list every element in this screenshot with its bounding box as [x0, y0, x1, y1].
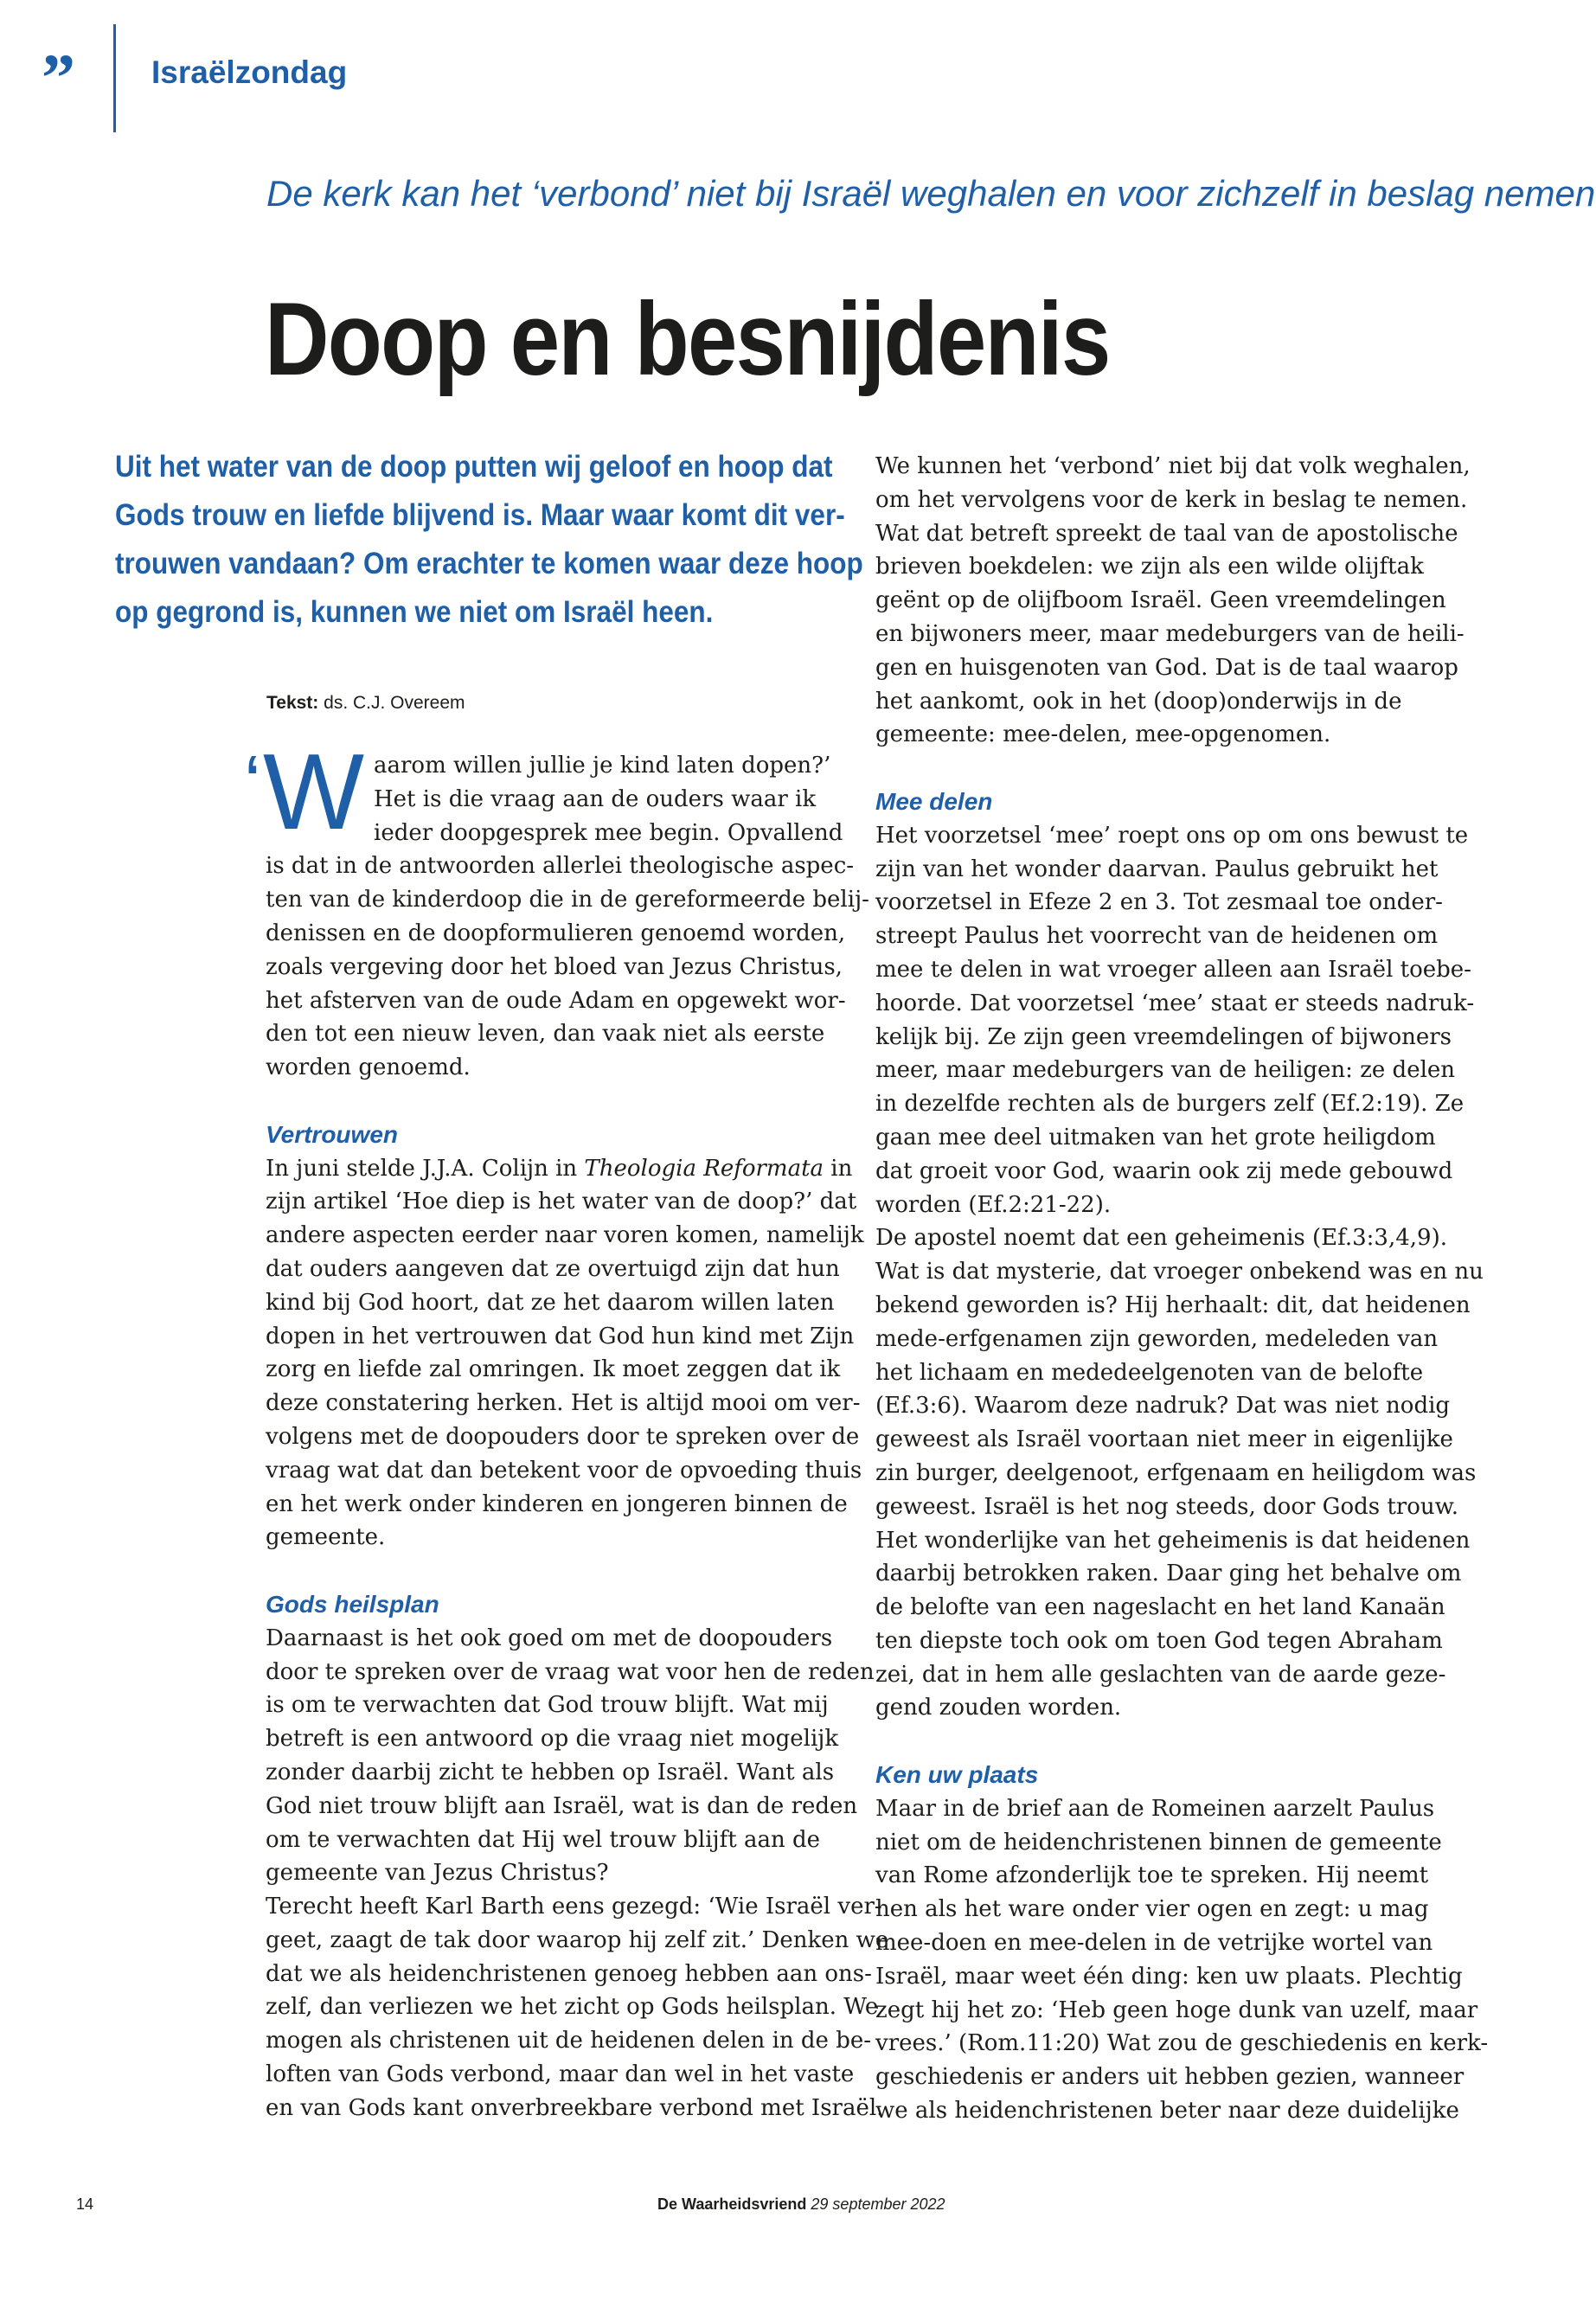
body-line: ten van de kinderdoop die in de gereformeerde belij-	[266, 887, 869, 913]
body-line: meer, maar medeburgers van de heiligen: ze delen	[875, 1057, 1456, 1084]
body-line: gaan mee deel uitmaken van het grote heiligdom	[875, 1124, 1436, 1150]
body-line: geet, zaagt de tak door waarop hij zelf zit.’ Denken we	[266, 1926, 889, 1953]
article-subtitle: De kerk kan het ‘verbond’ niet bij Israël weghalen en voor zichzelf in beslag nemen	[266, 173, 1596, 214]
body-line: niet om de heidenchristenen binnen de gemeente	[875, 1829, 1442, 1856]
left-column	[266, 749, 889, 2125]
body-line: vrees.’ (Rom.11:20) Wat zou de geschiedenis en kerk-	[875, 2030, 1489, 2057]
dropcap-quote: ‘	[244, 740, 261, 827]
body-line: van Rome afzonderlijk toe te spreken. Hij neemt	[875, 1862, 1429, 1889]
body-line: ieder doopgesprek mee begin. Opvallend	[374, 819, 843, 846]
byline-author: ds. C.J. Overeem	[324, 693, 465, 713]
section-heading-gods-heilsplan: Gods heilsplan	[266, 1590, 439, 1618]
body-line: mee te delen in wat vroeger alleen aan Israël toebe-	[875, 956, 1471, 983]
body-line: gemeente.	[266, 1524, 386, 1551]
body-line	[266, 1152, 853, 1186]
body-line: Het voorzetsel ‘mee’ roept ons op om ons bewust te	[875, 822, 1469, 849]
body-line: Het wonderlijke van het geheimenis is dat heidenen	[875, 1527, 1471, 1554]
body-line: het afsterven van de oude Adam en opgewekt wor-	[266, 987, 846, 1014]
body-line: loften van Gods verbond, maar dan wel in het vaste	[266, 2061, 855, 2088]
body-line: zelf, dan verliezen we het zicht op Gods heilsplan. We	[266, 1994, 879, 2021]
body-line: Daarnaast is het ook goed om met de doopouders	[266, 1625, 833, 1651]
body-line: gen en huisgenoten van God. Dat is de taal waarop	[875, 654, 1458, 681]
body-line: gemeente van Jezus Christus?	[266, 1860, 609, 1887]
body-line: andere aspecten eerder naar voren komen, namelijk	[266, 1222, 864, 1249]
body-text: in	[824, 1155, 853, 1182]
body-line: brieven boekdelen: we zijn als een wilde olijftak	[875, 554, 1424, 580]
body-line: God niet trouw blijft aan Israël, wat is dan de reden	[266, 1792, 858, 1819]
lead-line: trouwen vandaan? Om erachter te komen waar deze hoop	[115, 547, 863, 580]
body-line: mee-doen en mee-delen in de vetrijke wortel van	[875, 1930, 1433, 1957]
body-line: Het is die vraag aan de ouders waar ik	[374, 785, 817, 812]
header-divider	[113, 24, 116, 132]
body-text: In juni stelde J.J.A. Colijn in	[266, 1155, 585, 1182]
body-line: denissen en de doopformulieren genoemd worden,	[266, 920, 846, 946]
body-line: kind bij God hoort, dat ze het daarom willen laten	[266, 1289, 835, 1316]
body-line: is om te verwachten dat God trouw blijft. Wat mij	[266, 1692, 829, 1719]
section-label: Israëlzondag	[151, 54, 348, 90]
body-line: door te spreken over de vraag wat voor hen de reden	[266, 1658, 875, 1685]
body-line: geënt op de olijfboom Israël. Geen vreemdelingen	[875, 587, 1446, 614]
byline	[266, 690, 465, 716]
body-line: de belofte van een nageslacht en het land Kanaän	[875, 1594, 1445, 1621]
body-line: voorzetsel in Efeze 2 en 3. Tot zesmaal toe onder-	[875, 889, 1443, 916]
publication-date: 29 september 2022	[811, 2195, 945, 2213]
body-line: dat ouders aangeven dat ze overtuigd zijn dat hun	[266, 1255, 840, 1282]
body-line: en bijwoners meer, maar medeburgers van de heili-	[875, 620, 1465, 647]
page-number: 14	[76, 2195, 94, 2213]
body-line: en het werk onder kinderen en jongeren binnen de	[266, 1490, 848, 1517]
body-line: Wat is dat mysterie, dat vroeger onbekend was en nu	[875, 1259, 1484, 1285]
body-line: gend zouden worden.	[875, 1695, 1122, 1721]
lead-line: Uit het water van de doop putten wij geloof en hoop dat	[115, 450, 833, 484]
body-line: Terecht heeft Karl Barth eens gezegd: ‘Wie Israël ver-	[266, 1894, 882, 1920]
dropcap-letter: W	[263, 733, 365, 852]
body-line: gemeente: mee-delen, mee-opgenomen.	[875, 721, 1331, 748]
body-line: Wat dat betreft spreekt de taal van de apostolische	[875, 520, 1458, 547]
article-lead	[115, 443, 894, 637]
publication-name: De Waarheidsvriend	[657, 2195, 807, 2213]
body-line: De apostel noemt dat een geheimenis (Ef.3:3,4,9).	[875, 1225, 1447, 1252]
body-line: Maar in de brief aan de Romeinen aarzelt Paulus	[875, 1795, 1435, 1822]
body-line: mede-erfgenamen zijn geworden, medeleden van	[875, 1325, 1439, 1352]
body-line: kelijk bij. Ze zijn geen vreemdelingen of bijwoners	[875, 1023, 1452, 1050]
body-line: vraag wat dat dan betekent voor de opvoeding thuis	[266, 1457, 862, 1484]
article-title: Doop en besnijdenis	[265, 281, 1110, 397]
body-line: het aankomt, ook in het (doop)onderwijs in de	[875, 688, 1402, 715]
section-heading-ken-uw-plaats: Ken uw plaats	[875, 1761, 1039, 1789]
body-line: zei, dat in hem alle geslachten van de aarde geze-	[875, 1661, 1446, 1688]
body-line: hen als het ware onder vier ogen en zegt: u mag	[875, 1896, 1429, 1923]
body-line: en van Gods kant onverbreekbare verbond met Israël.	[266, 2094, 884, 2121]
body-line: den tot een nieuw leven, dan vaak niet als eerste	[266, 1021, 825, 1048]
body-line: zoals vergeving door het bloed van Jezus Christus,	[266, 953, 843, 980]
body-line: worden genoemd.	[266, 1054, 471, 1081]
body-line: geweest als Israël voortaan niet meer in eigenlijke	[875, 1426, 1453, 1453]
body-line: zijn artikel ‘Hoe diep is het water van de doop?’ dat	[266, 1189, 857, 1215]
body-line: het lichaam en mededeelgenoten van de belofte	[875, 1359, 1424, 1386]
body-line: ten diepste toch ook om toen God tegen Abraham	[875, 1627, 1443, 1654]
body-line: deze constatering herken. Het is altijd mooi om ver-	[266, 1390, 861, 1417]
quote-icon: ”	[42, 40, 75, 115]
body-line: Israël, maar weet één ding: ken uw plaats. Plechtig	[875, 1963, 1463, 1990]
body-line: geweest. Israël is het nog steeds, door Gods trouw.	[875, 1493, 1459, 1520]
body-line: daarbij betrokken raken. Daar ging het behalve om	[875, 1561, 1462, 1587]
byline-label: Tekst:	[266, 693, 319, 713]
lead-line: op gegrond is, kunnen we niet om Israël heen.	[115, 595, 714, 629]
body-line: zijn van het wonder daarvan. Paulus gebruikt het	[875, 856, 1439, 882]
body-line: om het vervolgens voor de kerk in beslag te nemen.	[875, 486, 1468, 513]
section-heading-mee-delen: Mee delen	[875, 787, 993, 815]
journal-title: Theologia Reformata	[584, 1155, 824, 1182]
right-column	[875, 450, 1489, 2128]
body-line: geschiedenis er anders uit hebben gezien, wanneer	[875, 2064, 1465, 2091]
body-line: zegt hij het zo: ‘Heb geen hoge dunk van uzelf, maar	[875, 1997, 1478, 2023]
body-line: streept Paulus het voorrecht van de heidenen om	[875, 923, 1439, 950]
body-line: in dezelfde rechten als de burgers zelf (Ef.2:19). Ze	[875, 1091, 1465, 1118]
body-line: dat we als heidenchristenen genoeg hebben aan ons-	[266, 1960, 872, 1987]
body-line: bekend geworden is? Hij herhaalt: dit, dat heidenen	[875, 1292, 1471, 1318]
body-line: volgens met de doopouders door te spreken over de	[266, 1423, 860, 1450]
body-line: zorg en liefde zal omringen. Ik moet zeggen dat ik	[266, 1356, 841, 1383]
body-line: we als heidenchristenen beter naar deze duidelijke	[875, 2098, 1459, 2125]
body-line: betreft is een antwoord op die vraag niet mogelijk	[266, 1726, 839, 1753]
body-line: worden (Ef.2:21-22).	[875, 1191, 1112, 1218]
body-line: (Ef.3:6). Waarom deze nadruk? Dat was niet nodig	[875, 1393, 1451, 1420]
body-line: mogen als christenen uit de heidenen delen in de be-	[266, 2028, 872, 2054]
body-line: hoorde. Dat voorzetsel ‘mee’ staat er steeds nadruk-	[875, 990, 1475, 1016]
body-line: aarom willen jullie je kind laten dopen?’	[374, 753, 831, 779]
lead-line: Gods trouw en liefde blijvend is. Maar waar komt dit ver-	[115, 498, 845, 532]
section-heading-vertrouwen: Vertrouwen	[266, 1120, 398, 1148]
body-line: dopen in het vertrouwen dat God hun kind met Zijn	[266, 1323, 855, 1349]
body-line: dat groeit voor God, waarin ook zij mede gebouwd	[875, 1157, 1453, 1184]
footer-publication	[657, 2194, 945, 2214]
body-line: We kunnen het ‘verbond’ niet bij dat volk weghalen,	[875, 453, 1471, 479]
body-line: is dat in de antwoorden allerlei theologische aspec-	[266, 853, 855, 880]
body-line: zonder daarbij zicht te hebben op Israël. Want als	[266, 1759, 835, 1785]
body-line: zin burger, deelgenoot, erfgenaam en heiligdom was	[875, 1459, 1477, 1486]
body-line: om te verwachten dat Hij wel trouw blijft aan de	[266, 1826, 820, 1853]
